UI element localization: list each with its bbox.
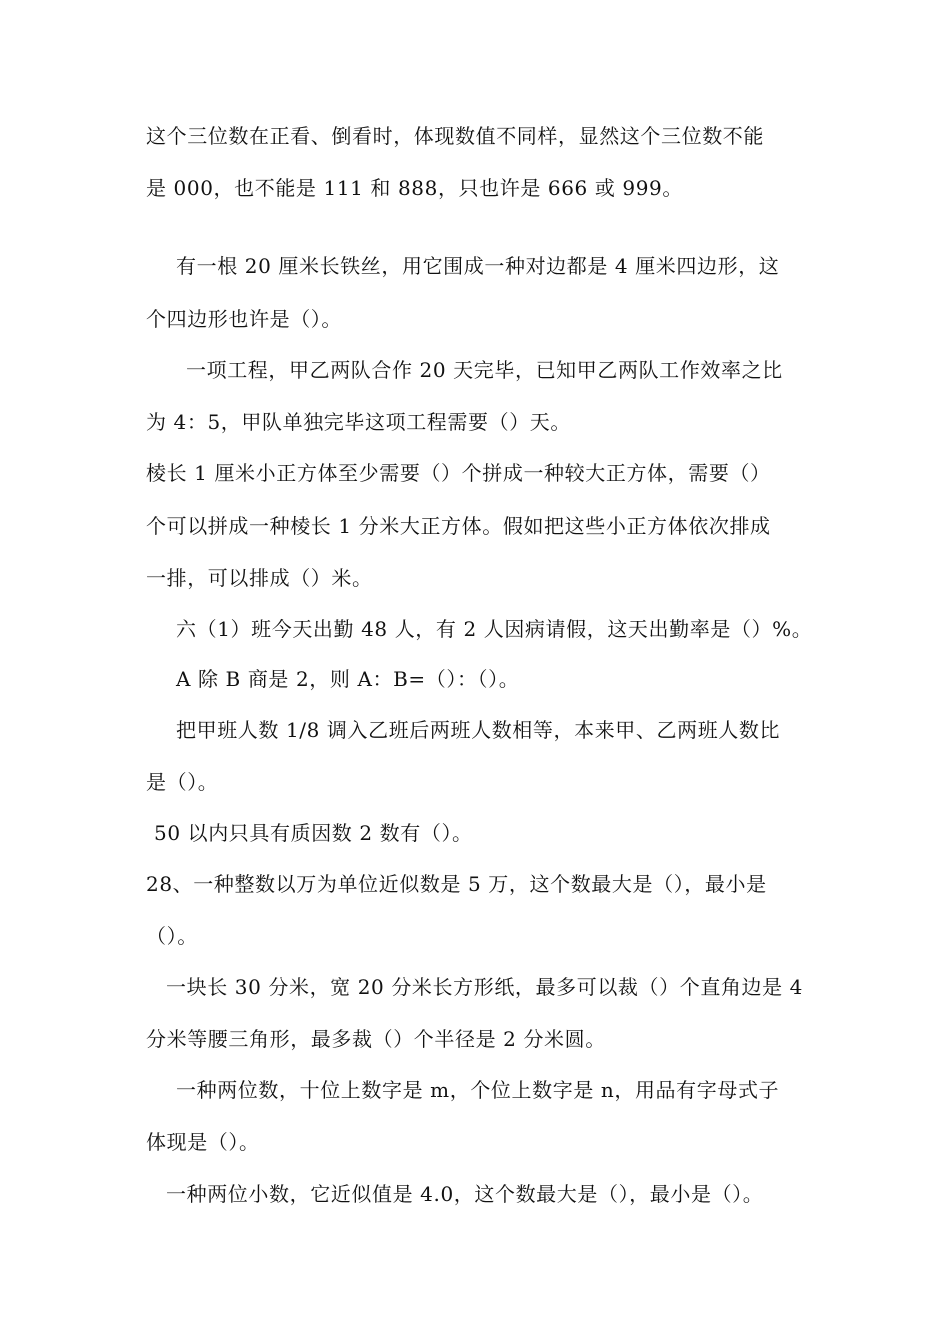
text-line-5: 一项工程，甲乙两队合作 20 天完毕，已知甲乙两队工作效率之比: [186, 358, 783, 382]
text-line-2: 是 000，也不能是 111 和 888，只也许是 666 或 999。: [146, 176, 683, 200]
text-line-12: 把甲班人数 1/8 调入乙班后两班人数相等，本来甲、乙两班人数比: [176, 718, 781, 742]
text-line-9: 一排，可以排成（）米。: [146, 566, 373, 590]
text-line-19: 一种两位数，十位上数字是 m，个位上数字是 n，用品有字母式子: [176, 1078, 780, 1102]
text-line-1: 这个三位数在正看、倒看时，体现数值不同样，显然这个三位数不能: [146, 124, 764, 148]
text-line-6: 为 4：5，甲队单独完毕这项工程需要（）天。: [146, 410, 572, 434]
text-line-10: 六（1）班今天出勤 48 人，有 2 人因病请假，这天出勤率是（）%。: [176, 617, 813, 641]
text-line-17: 一块长 30 分米，宽 20 分米长方形纸，最多可以裁（）个直角边是 4: [166, 975, 804, 999]
text-line-7: 棱长 1 厘米小正方体至少需要（）个拼成一种较大正方体，需要（）: [146, 461, 771, 485]
text-line-21: 一种两位小数，它近似值是 4.0，这个数最大是（），最小是（）。: [166, 1182, 764, 1206]
text-line-14: 50 以内只具有质因数 2 数有（）。: [154, 821, 473, 845]
text-line-20: 体现是（）。: [146, 1130, 260, 1154]
text-line-16: （）。: [146, 924, 198, 948]
text-line-13: 是（）。: [146, 770, 219, 794]
text-line-4: 个四边形也许是（）。: [146, 307, 342, 331]
text-line-15: 28、一种整数以万为单位近似数是 5 万，这个数最大是（），最小是: [146, 872, 767, 896]
text-line-3: 有一根 20 厘米长铁丝，用它围成一种对边都是 4 厘米四边形，这: [176, 254, 780, 278]
text-line-18: 分米等腰三角形，最多裁（）个半径是 2 分米圆。: [146, 1027, 606, 1051]
text-line-11: A 除 B 商是 2，则 A：B=（）：（）。: [176, 667, 520, 691]
text-line-8: 个可以拼成一种棱长 1 分米大正方体。假如把这些小正方体依次排成: [146, 514, 771, 538]
